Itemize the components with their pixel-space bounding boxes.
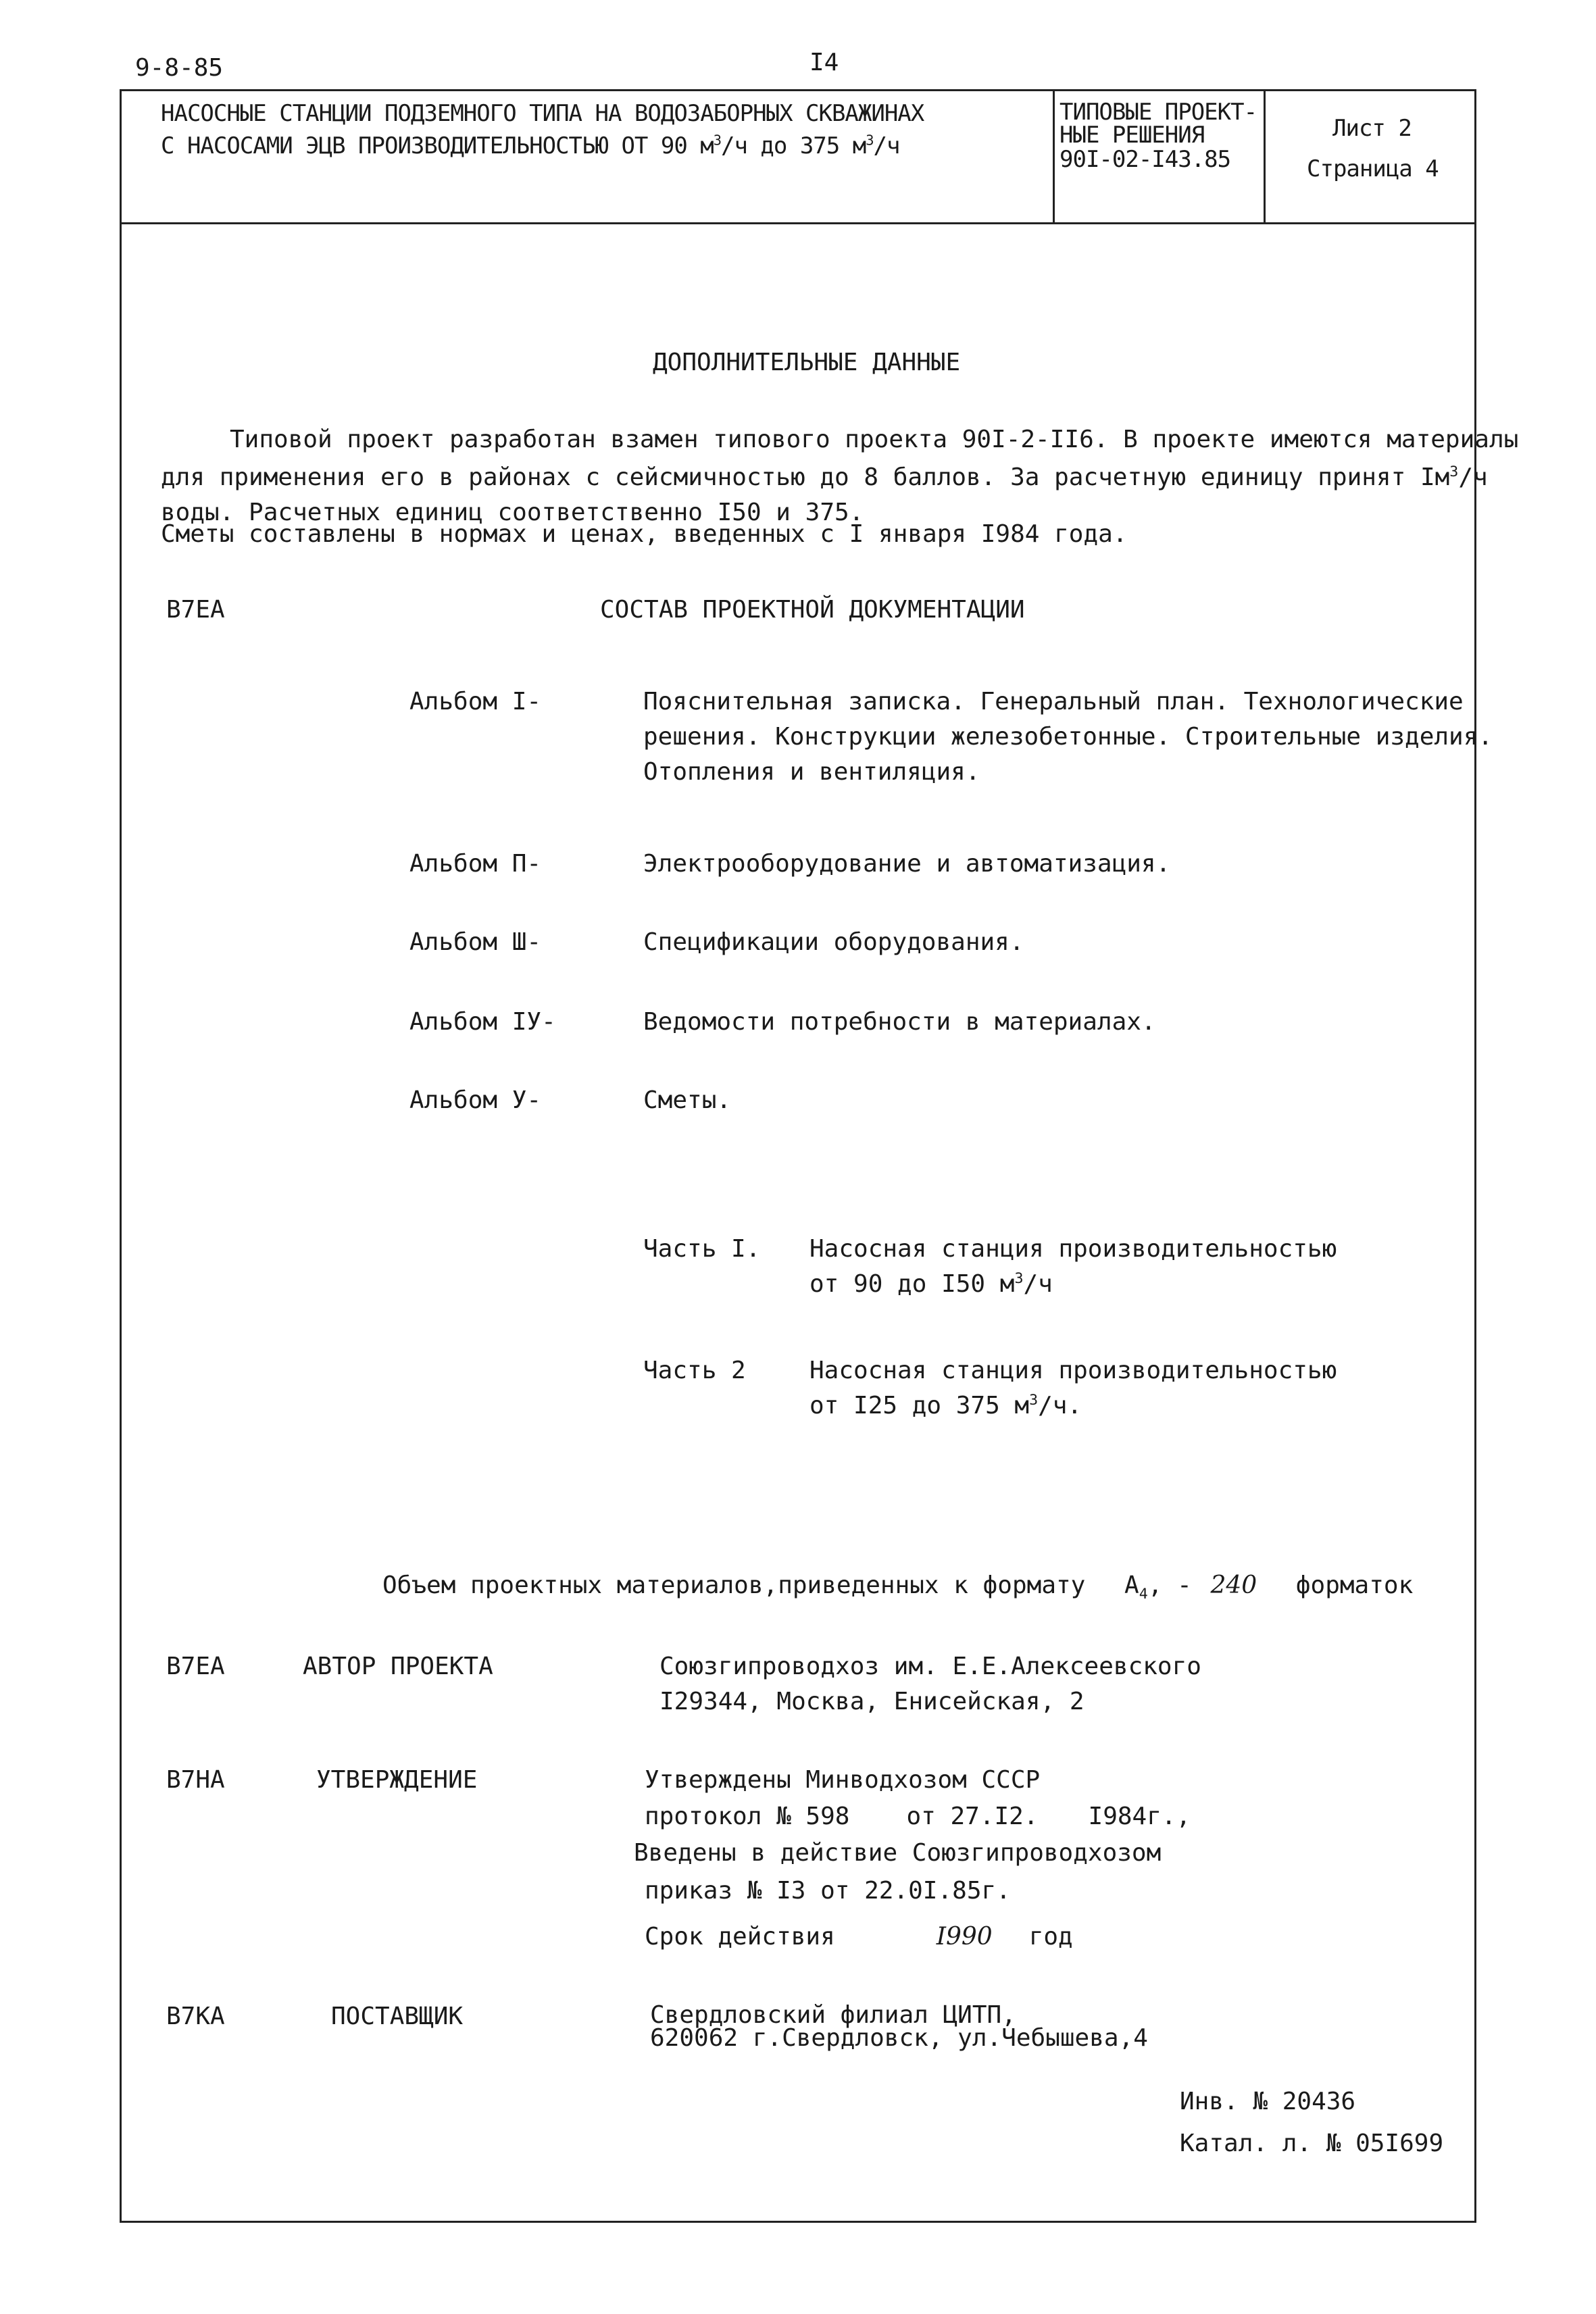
supplier-line-2: 620062 г.Свердловск, ул.Чебышева,4 bbox=[650, 2024, 1148, 2052]
composition-heading: СОСТАВ ПРОЕКТНОЙ ДОКУМЕНТАЦИИ bbox=[600, 596, 1025, 624]
approval-line-3: Введены в действие Союзгипроводхозом bbox=[634, 1839, 1162, 1867]
album-1-line-3: Отопления и вентиляция. bbox=[643, 758, 980, 786]
author-line-2: I29344, Москва, Енисейская, 2 bbox=[659, 1688, 1084, 1715]
volume-text-b: форматок bbox=[1295, 1571, 1414, 1599]
page-label: Страница 4 bbox=[1307, 155, 1439, 182]
volume-text-a: Объем проектных материалов,приведенных к формату bbox=[382, 1571, 1086, 1599]
volume-line bbox=[382, 1569, 1413, 1603]
typical-solutions-code: 90I-02-I43.85 bbox=[1059, 146, 1231, 173]
title-block-separator-1 bbox=[1053, 89, 1055, 224]
format-sub: 4 bbox=[1139, 1586, 1148, 1603]
part-1-line-2a: от 90 до I50 м bbox=[809, 1270, 1015, 1298]
approval-line-4: приказ № I3 от 22.0I.85г. bbox=[645, 1877, 1011, 1905]
validity-line bbox=[645, 1920, 1073, 1954]
part-2-line-2 bbox=[809, 1389, 1082, 1423]
protocol-number: протокол № 598 bbox=[645, 1803, 850, 1830]
additional-line-2a: для применения его в районах с сейсмичностью до 8 баллов. За расчетную единицу принят Iм bbox=[161, 463, 1450, 491]
part-2-line-2a: от I25 до 375 м bbox=[809, 1392, 1030, 1419]
additional-line-2 bbox=[161, 461, 1488, 495]
approval-label: УТВЕРЖДЕНИЕ bbox=[316, 1766, 478, 1794]
album-1-label: Альбом I- bbox=[409, 688, 542, 715]
album-2-line-1: Электрооборудование и автоматизация. bbox=[643, 850, 1171, 878]
protocol-date: от 27.I2. bbox=[906, 1803, 1039, 1830]
header-title-2c: /ч bbox=[873, 132, 900, 159]
validity-label: Срок действия bbox=[645, 1923, 835, 1951]
approval-line-1: Утверждены Минводхозом СССР bbox=[645, 1766, 1041, 1794]
title-block-divider bbox=[120, 222, 1476, 224]
part-1-line-1: Насосная станция производительностью bbox=[809, 1235, 1337, 1263]
volume-dash: , - bbox=[1147, 1571, 1192, 1599]
format-label bbox=[1124, 1571, 1148, 1603]
catalog-number: Катал. л. № 05I699 bbox=[1180, 2130, 1444, 2157]
additional-line-1: Типовой проект разработан взамен типового проекта 90I-2-II6. В проекте имеются материалы bbox=[230, 426, 1519, 453]
inventory-number: Инв. № 20436 bbox=[1180, 2088, 1356, 2115]
page-number: I4 bbox=[809, 49, 839, 76]
part-1-sup: 3 bbox=[1014, 1270, 1024, 1287]
part-1-line-2b: /ч bbox=[1023, 1270, 1053, 1298]
album-5-label: Альбом У- bbox=[409, 1086, 542, 1114]
supplier-line-1: Свердловский филиал ЦИТП, bbox=[650, 2001, 1016, 2029]
header-title-line-1: НАСОСНЫЕ СТАНЦИИ ПОДЗЕМНОГО ТИПА НА ВОДОЗАБОРНЫХ СКВАЖИНАХ bbox=[161, 100, 924, 127]
header-title-2a: С НАСОСАМИ ЭЦВ ПРОИЗВОДИТЕЛЬНОСТЬЮ ОТ 90 м bbox=[161, 132, 714, 159]
album-3-label: Альбом Ш- bbox=[409, 928, 542, 956]
additional-line-3: воды. Расчетных единиц соответственно I50 и 375. bbox=[161, 499, 864, 526]
header-title-line-2 bbox=[161, 132, 899, 159]
validity-unit: год bbox=[1028, 1923, 1073, 1951]
album-4-label: Альбом IУ- bbox=[409, 1008, 556, 1036]
composition-code: B7EA bbox=[166, 596, 225, 624]
header-sup-2: 3 bbox=[866, 132, 874, 149]
supplier-label: ПОСТАВЩИК bbox=[331, 2003, 464, 2030]
album-1-line-1: Пояснительная записка. Генеральный план. Технологические bbox=[643, 688, 1464, 715]
additional-data-heading: ДОПОЛНИТЕЛЬНЫЕ ДАННЫЕ bbox=[653, 349, 961, 376]
header-sup-1: 3 bbox=[713, 132, 722, 149]
part-2-label: Часть 2 bbox=[643, 1357, 746, 1384]
approval-line-2 bbox=[645, 1800, 1191, 1834]
typical-solutions-line-1: ТИПОВЫЕ ПРОЕКТ- bbox=[1059, 99, 1257, 126]
series-code: 9-8-85 bbox=[135, 54, 224, 82]
typical-solutions-line-2: НЫЕ РЕШЕНИЯ bbox=[1059, 122, 1205, 149]
album-5-line-1: Сметы. bbox=[643, 1086, 732, 1114]
additional-line-4: Сметы составлены в нормах и ценах, введенных с I января I984 года. bbox=[161, 520, 1128, 548]
additional-sup: 3 bbox=[1449, 463, 1459, 480]
album-1-line-2: решения. Конструкции железобетонные. Строительные изделия. bbox=[643, 723, 1493, 751]
validity-year: I990 bbox=[936, 1923, 993, 1951]
volume-handwritten: 240 bbox=[1210, 1571, 1257, 1599]
album-4-line-1: Ведомости потребности в материалах. bbox=[643, 1008, 1156, 1036]
part-2-line-2b: /ч. bbox=[1038, 1392, 1082, 1419]
additional-line-2b: /ч bbox=[1458, 463, 1488, 491]
author-label: АВТОР ПРОЕКТА bbox=[303, 1653, 493, 1680]
album-3-line-1: Спецификации оборудования. bbox=[643, 928, 1024, 956]
protocol-year: I984г., bbox=[1088, 1803, 1191, 1830]
author-line-1: Союзгипроводхоз им. Е.Е.Алексеевского bbox=[659, 1653, 1201, 1680]
title-block-separator-2 bbox=[1264, 89, 1266, 224]
part-1-label: Часть I. bbox=[643, 1235, 761, 1263]
sheet-label: Лист 2 bbox=[1332, 115, 1412, 142]
album-2-label: Альбом П- bbox=[409, 850, 542, 878]
part-1-line-2 bbox=[809, 1267, 1053, 1301]
part-2-line-1: Насосная станция производительностью bbox=[809, 1357, 1337, 1384]
header-title-2b: /ч до 375 м bbox=[721, 132, 866, 159]
part-2-sup: 3 bbox=[1029, 1392, 1039, 1409]
format-a: A bbox=[1124, 1571, 1139, 1599]
approval-code: B7HA bbox=[166, 1766, 225, 1794]
supplier-code: B7KA bbox=[166, 2003, 225, 2030]
author-code: B7EA bbox=[166, 1653, 225, 1680]
